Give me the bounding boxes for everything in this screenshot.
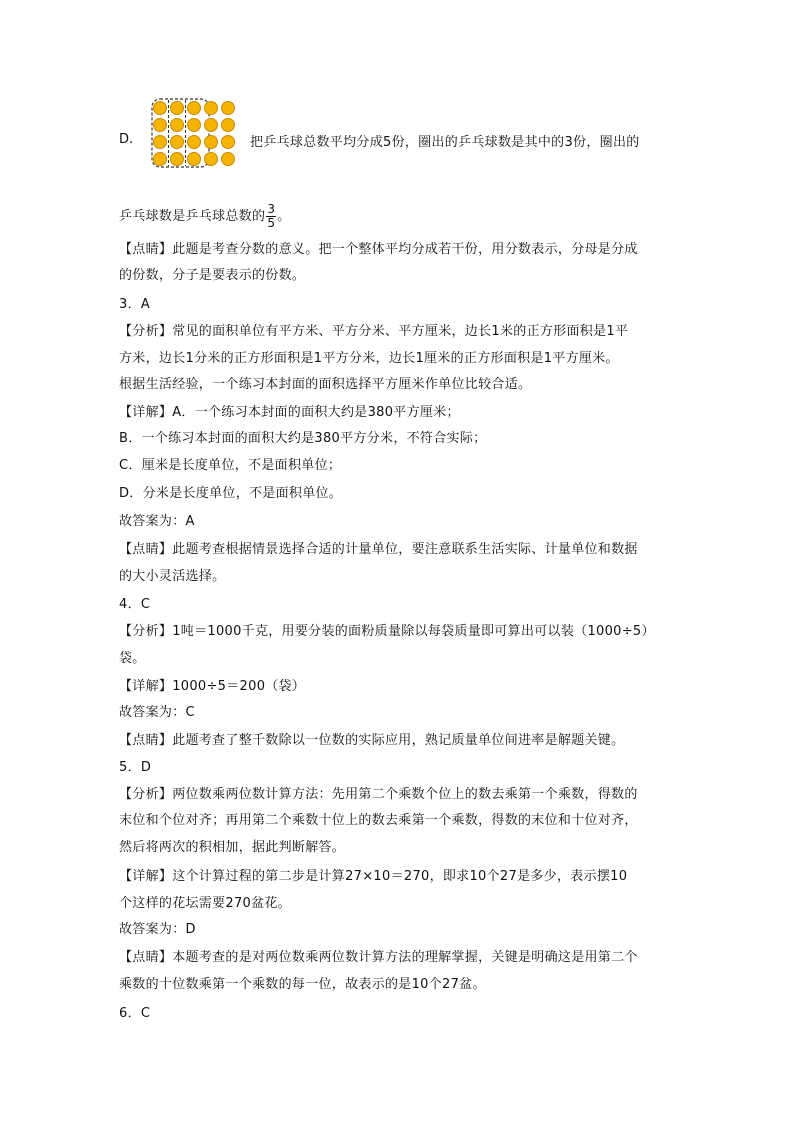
ping-pong-ball [154, 153, 167, 166]
text-line: 的份数，分子是要表示的份数。 [119, 268, 306, 283]
option-d-text-line2 [119, 203, 291, 230]
ping-pong-ball [205, 153, 218, 166]
ping-pong-ball [154, 119, 167, 132]
text-line: 袋。 [119, 651, 146, 666]
text-line: 【点睛】此题是考查分数的意义。把一个整体平均分成若干份，用分数表示，分母是分成 [119, 242, 638, 257]
text-line: 【分析】常见的面积单位有平方米、平方分米、平方厘米，边长1米的正方形面积是1平 [119, 324, 629, 339]
text-line: 故答案为：C [119, 705, 195, 720]
text-line: 乘数的十位数乘第一个乘数的每一位，故表示的是10个27盆。 [119, 977, 486, 992]
ping-pong-ball [171, 153, 184, 166]
text-line: 【分析】1吨＝1000千克，用要分装的面粉质量除以每袋质量即可算出可以装（1000÷5） [119, 624, 655, 639]
ping-pong-ball [188, 119, 201, 132]
ping-pong-ball [188, 102, 201, 115]
text-line: D．分米是长度单位，不是面积单位。 [119, 486, 343, 501]
text-line: 故答案为：A [119, 514, 195, 529]
ping-pong-ball [222, 119, 235, 132]
text-line: B．一个练习本封面的面积大约是380平方分米，不符合实际； [119, 431, 487, 446]
text-line: 【点睛】本题考查的是对两位数乘两位数计算方法的理解掌握，关键是明确这是用第二个 [119, 950, 638, 965]
text-line: 5．D [119, 760, 152, 775]
ping-pong-ball [205, 136, 218, 149]
ping-pong-ball [188, 153, 201, 166]
ping-pong-ball [222, 136, 235, 149]
fraction-three-fifths [266, 203, 276, 230]
text-line: C．厘米是长度单位，不是面积单位； [119, 458, 342, 473]
text-line: 根据生活经验，一个练习本封面的面积选择平方厘米作单位比较合适。 [119, 377, 532, 392]
option-d-text-line2-post: 。 [277, 209, 291, 224]
fraction-denominator: 5 [267, 216, 276, 230]
text-line: 的大小灵活选择。 [119, 569, 226, 584]
text-line: 末位和个位对齐；再用第二个乘数十位上的数去乘第一个乘数，得数的末位和十位对齐， [119, 813, 638, 828]
ping-pong-ball [222, 153, 235, 166]
text-line: 【点睛】此题考查根据情景选择合适的计量单位，要注意联系生活实际、计量单位和数据 [119, 542, 638, 557]
ping-pong-ball [171, 119, 184, 132]
text-line: 【详解】这个计算过程的第二步是计算27×10＝270，即求10个27是多少，表示摆10 [119, 869, 628, 884]
text-line: 然后将两次的积相加，据此判断解答。 [119, 840, 346, 855]
ping-pong-balls-figure [148, 97, 244, 169]
ping-pong-ball [205, 102, 218, 115]
ping-pong-ball [222, 102, 235, 115]
text-line: 【详解】1000÷5＝200（袋） [119, 679, 306, 694]
option-d-text-line1: 把乒乓球总数平均分成5份，圈出的乒乓球数是其中的3份，圈出的 [250, 135, 640, 150]
text-line: 【详解】A．一个练习本封面的面积大约是380平方厘米； [119, 405, 460, 420]
ping-pong-ball [154, 136, 167, 149]
ping-pong-ball [154, 102, 167, 115]
text-line: 6．C [119, 1006, 151, 1021]
text-line: 方米，边长1分米的正方形面积是1平方分米，边长1厘米的正方形面积是1平方厘米。 [119, 351, 619, 366]
ping-pong-ball [171, 136, 184, 149]
option-d-text-line2-pre: 乒乓球数是乒乓球总数的 [119, 209, 266, 224]
fraction-numerator: 3 [267, 202, 276, 216]
text-line: 故答案为：D [119, 922, 196, 937]
ping-pong-ball [205, 119, 218, 132]
text-line: 【分析】两位数乘两位数计算方法：先用第二个乘数个位上的数去乘第一个乘数，得数的 [119, 787, 638, 802]
text-line: 3．A [119, 297, 151, 312]
text-line: 个这样的花坛需要270盆花。 [119, 896, 292, 911]
text-line: 【点睛】此题考查了整千数除以一位数的实际应用，熟记质量单位间进率是解题关键。 [119, 733, 625, 748]
ping-pong-ball [188, 136, 201, 149]
text-line: 4．C [119, 597, 151, 612]
ping-pong-ball [171, 102, 184, 115]
option-d-label: D. [119, 132, 134, 147]
